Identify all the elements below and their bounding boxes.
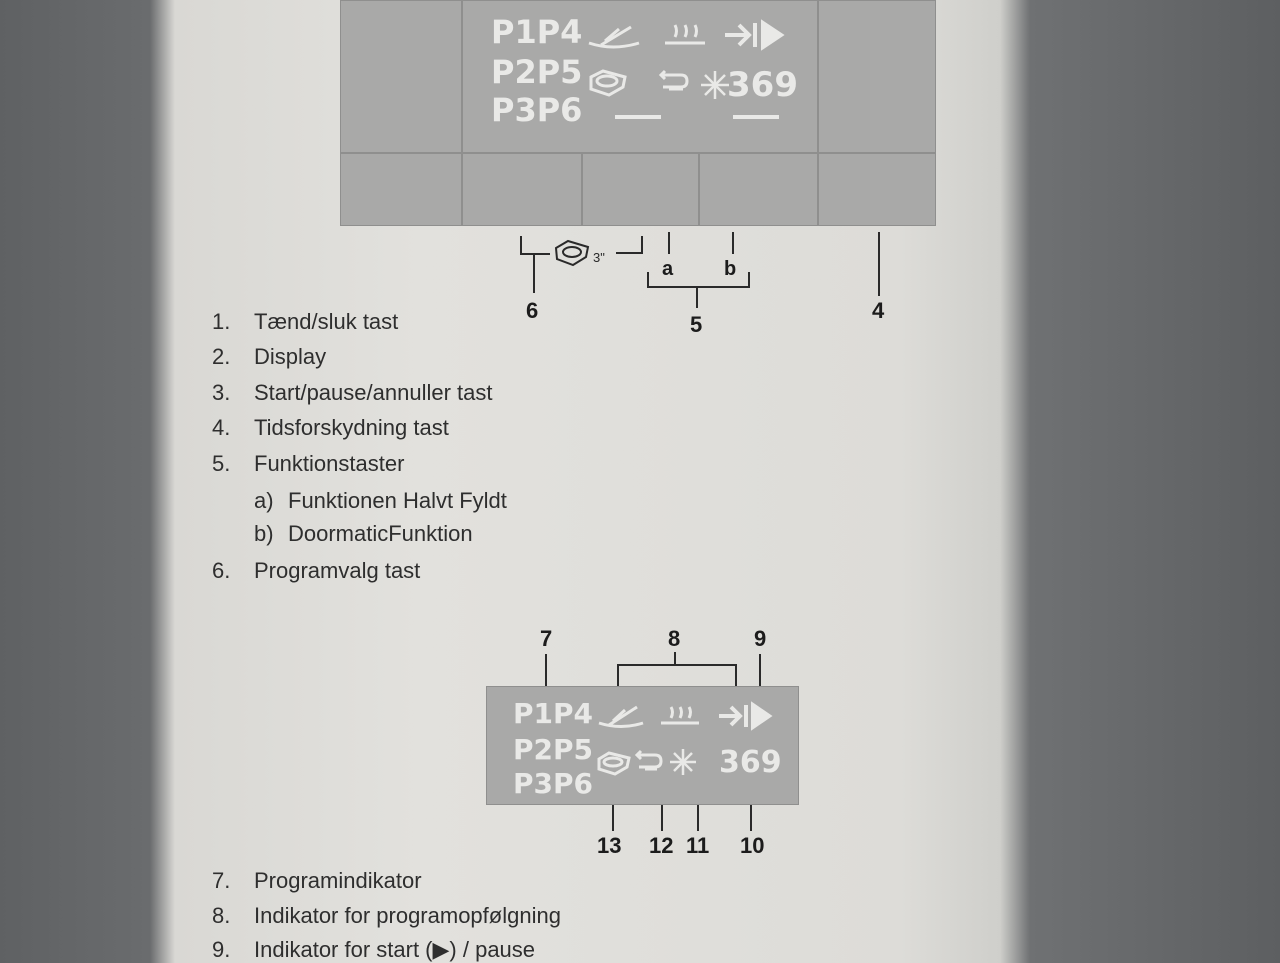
prog-row-3: P3P6 (491, 91, 583, 129)
display-top (462, 0, 818, 153)
callout-6: 6 (526, 298, 539, 323)
callout-a: a (662, 258, 674, 280)
callout-12: 12 (649, 833, 674, 858)
steam-icon (665, 25, 705, 43)
rinse-icon (637, 751, 661, 769)
function-key-b (699, 153, 818, 226)
skip-arrow-icon (719, 705, 769, 727)
delay-key (818, 153, 936, 226)
tablet-icon (599, 753, 629, 774)
tablet-icon (591, 71, 625, 95)
salt-icon (701, 71, 729, 99)
panel-key-1 (340, 0, 462, 153)
plate-icon (599, 707, 643, 727)
legend-item-8: 8. Indikator for programopfølgning (212, 903, 561, 928)
legend-item-3: 3. Start/pause/annuller tast (212, 380, 493, 405)
display-digits-bottom: 369 (719, 745, 782, 780)
steam-icon (661, 707, 699, 723)
callout-8: 8 (668, 626, 681, 651)
prog-row-1: P1P4 (513, 697, 594, 730)
half-load-icon (615, 115, 661, 119)
legend-item-5a: a) Funktionen Halvt Fyldt (254, 488, 507, 513)
door-icon (733, 115, 779, 119)
legend-item-7: 7. Programindikator (212, 868, 422, 893)
callout-10: 10 (740, 833, 765, 858)
legend-item-5: 5. Funktionstaster (212, 451, 405, 476)
prog-row-3: P3P6 (513, 767, 594, 800)
prog-row-2: P2P5 (491, 53, 583, 91)
prog-row-2: P2P5 (513, 733, 594, 766)
function-key-a (582, 153, 699, 226)
callout-4: 4 (872, 298, 885, 323)
timer-label: 3" (593, 250, 605, 265)
prog-row-1: P1P4 (491, 13, 583, 51)
callout-7: 7 (540, 626, 553, 651)
legend-item-2: 2. Display (212, 344, 327, 369)
rinse-icon (661, 71, 687, 89)
program-select-key (340, 153, 462, 226)
legend-item-5b: b) DoormaticFunktion (254, 521, 473, 546)
legend-item-9: 9. Indikator for start (▶) / pause (212, 937, 536, 962)
legend-item-4: 4. Tidsforskydning tast (212, 415, 449, 440)
display-digits-top: 369 (727, 65, 798, 105)
legend-item-6: 6. Programvalg tast (212, 558, 421, 583)
display-bottom (486, 686, 799, 805)
callout-9: 9 (754, 626, 767, 651)
callout-13: 13 (597, 833, 622, 858)
skip-arrow-icon (725, 23, 781, 47)
panel-key-3 (818, 0, 936, 153)
legend-item-1: 1. Tænd/sluk tast (212, 309, 399, 334)
callout-b: b (724, 258, 737, 280)
plate-icon (589, 27, 639, 47)
salt-icon (670, 749, 696, 775)
callout-5: 5 (690, 312, 703, 337)
callout-11: 11 (686, 833, 710, 858)
function-key-1 (462, 153, 582, 226)
